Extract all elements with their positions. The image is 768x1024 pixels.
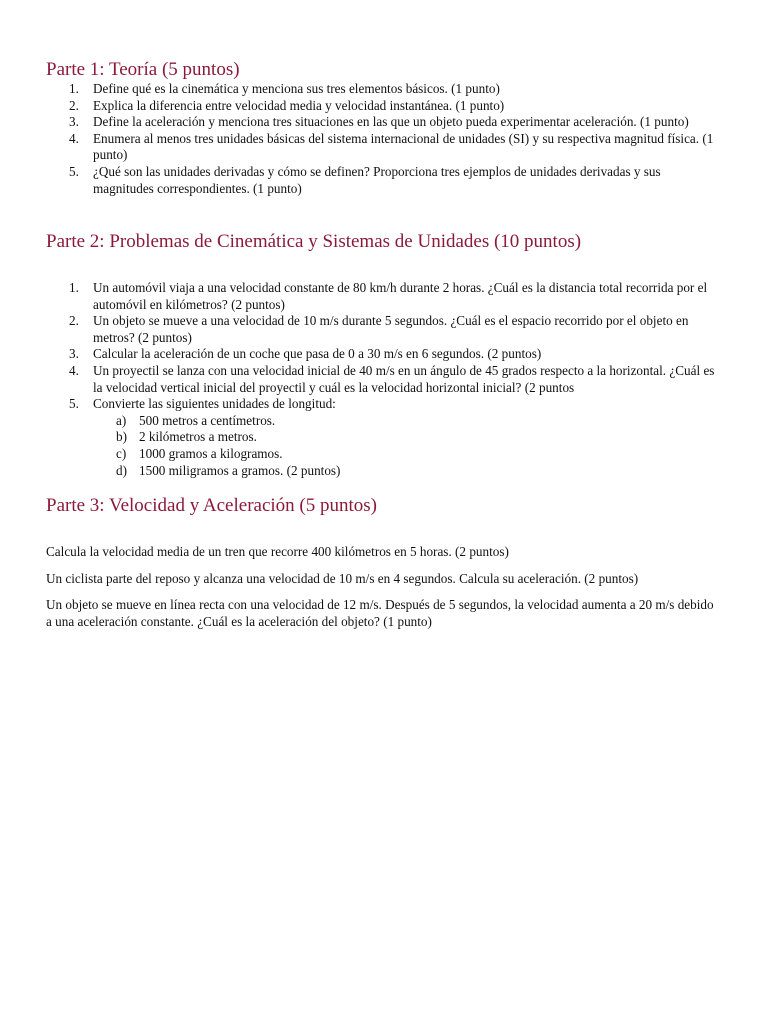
list-item bbox=[0, 98, 720, 115]
item-text: 2 kilómetros a metros. bbox=[139, 429, 257, 445]
item-number: 4. bbox=[69, 130, 79, 146]
part2-heading: Parte 2: Problemas de Cinemática y Sistemas de Unidades (10 puntos) bbox=[46, 231, 582, 252]
list-item bbox=[0, 164, 720, 197]
item-text: ¿Qué son las unidades derivadas y cómo se definen? Proporciona tres ejemplos de unidades derivadas y sus magnitudes correspondientes. (1 punto) bbox=[93, 163, 661, 196]
item-text: 500 metros a centímetros. bbox=[139, 412, 276, 428]
item-text: Define qué es la cinemática y menciona sus tres elementos básicos. (1 punto) bbox=[93, 81, 500, 96]
part3-paragraph: Calcula la velocidad media de un tren que recorre 400 kilómetros en 5 horas. (2 puntos) bbox=[46, 544, 509, 559]
sublist-item bbox=[93, 446, 720, 463]
item-letter: a) bbox=[116, 412, 127, 428]
item-number: 2. bbox=[69, 97, 79, 113]
item-text: Enumera al menos tres unidades básicas del sistema internacional de unidades (SI) y su respectiva magnitud física. (1 punto) bbox=[93, 130, 714, 163]
item-number: 3. bbox=[69, 114, 79, 130]
sublist-item bbox=[93, 413, 720, 430]
item-text: Explica la diferencia entre velocidad media y velocidad instantánea. (1 punto) bbox=[93, 97, 505, 113]
part2-problem-list bbox=[0, 280, 720, 479]
part1-heading: Parte 1: Teoría (5 puntos) bbox=[46, 59, 240, 80]
item-letter: d) bbox=[116, 462, 127, 478]
list-item bbox=[0, 346, 720, 363]
list-item bbox=[0, 313, 720, 346]
item-letter: b) bbox=[116, 429, 127, 445]
item-text: 1500 miligramos a gramos. (2 puntos) bbox=[139, 462, 341, 478]
list-item bbox=[0, 131, 720, 164]
item-text: Define la aceleración y menciona tres situaciones en las que un objeto pueda experimentar aceleración. (1 punto) bbox=[93, 114, 689, 130]
conversion-sublist bbox=[93, 413, 720, 479]
item-text: Calcular la aceleración de un coche que pasa de 0 a 30 m/s en 6 segundos. (2 puntos) bbox=[93, 346, 542, 362]
part3-heading: Parte 3: Velocidad y Aceleración (5 puntos) bbox=[46, 495, 377, 516]
item-number: 2. bbox=[69, 313, 79, 329]
part3-paragraph: Un ciclista parte del reposo y alcanza una velocidad de 10 m/s en 4 segundos. Calcula su aceleración. (2 puntos) bbox=[46, 571, 639, 586]
sublist-item bbox=[93, 429, 720, 446]
item-text: Un objeto se mueve a una velocidad de 10 m/s durante 5 segundos. ¿Cuál es el espacio recorrido por el objeto en metros? (2 puntos) bbox=[93, 313, 689, 345]
item-text: Un automóvil viaja a una velocidad constante de 80 km/h durante 2 horas. ¿Cuál es la distancia total recorrida por el automóvil en kilómetros? (2 puntos) bbox=[93, 280, 708, 312]
list-item bbox=[0, 396, 720, 479]
item-letter: c) bbox=[116, 445, 127, 461]
list-item bbox=[0, 363, 720, 396]
sublist-item bbox=[93, 463, 720, 480]
list-item bbox=[0, 114, 720, 131]
item-text: Convierte las siguientes unidades de longitud: bbox=[93, 396, 336, 412]
part3-paragraph: Un objeto se mueve en línea recta con una velocidad de 12 m/s. Después de 5 segundos, la velocidad aumenta a 20 m/s debido a una aceleración constante. ¿Cuál es la aceleración del objeto? (1 punto) bbox=[46, 597, 714, 629]
list-item bbox=[0, 81, 720, 98]
item-number: 1. bbox=[69, 81, 79, 96]
item-number: 4. bbox=[69, 362, 79, 378]
list-item bbox=[0, 280, 720, 313]
item-number: 1. bbox=[69, 280, 79, 295]
part1-question-list bbox=[0, 81, 720, 197]
item-number: 5. bbox=[69, 163, 79, 179]
item-text: 1000 gramos a kilogramos. bbox=[139, 445, 283, 461]
item-number: 5. bbox=[69, 396, 79, 412]
item-number: 3. bbox=[69, 346, 79, 362]
item-text: Un proyectil se lanza con una velocidad inicial de 40 m/s en un ángulo de 45 grados respecto a la horizontal. ¿Cuál es la velocidad vertical inicial del proyectil y cuál es la velocidad horizontal inicial? (2 puntos bbox=[93, 362, 715, 395]
